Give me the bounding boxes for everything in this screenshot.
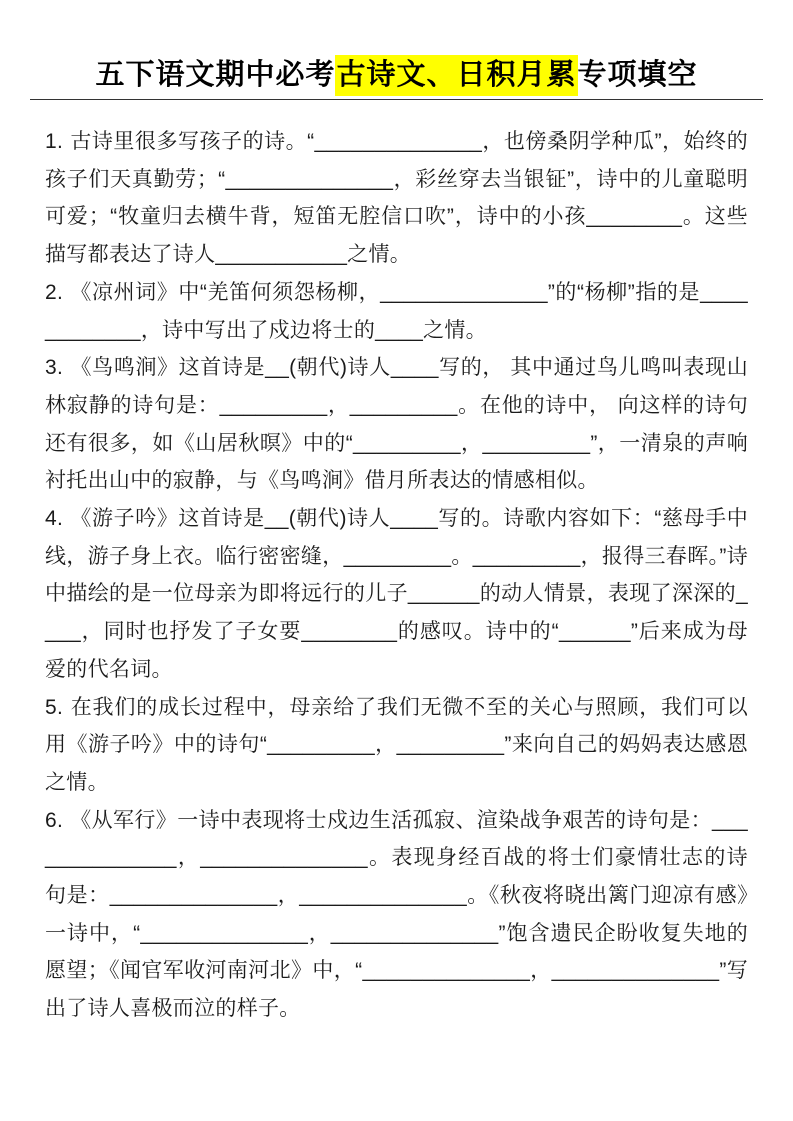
- question-5-text: 在我们的成长过程中，母亲给了我们无微不至的关心与照顾，我们可以用《游子吟》中的诗句“_________，_________”来向自己的妈妈表达感恩之情。: [45, 695, 748, 794]
- question-4-text: 《游子吟》这首诗是__(朝代)诗人____写的。诗歌内容如下：“慈母手中线，游子身上衣。临行密密缝，_________。_________，报得三春晖。”诗中描绘的是一位母亲为即将远行的儿子______的动人情景，表现了深深的____，同时也抒发了子女要________的感叹。诗中的“______”后来成为母爱的代名词。: [45, 507, 748, 681]
- question-1-number: 1.: [45, 130, 64, 153]
- question-6-number: 6.: [45, 808, 64, 832]
- question-1: [45, 123, 748, 274]
- question-2: [45, 274, 748, 349]
- question-3: [45, 349, 748, 500]
- questions-list: [45, 123, 748, 1028]
- title-highlight-text: 古诗文、日积月累: [335, 55, 577, 96]
- question-5: [45, 689, 748, 802]
- question-2-text: 《凉州词》中“羌笛何须怨杨柳，______________”的“杨柳”指的是____________，诗中写出了戍边将士的____之情。: [45, 280, 748, 342]
- question-6-text: 《从军行》一诗中表现将士戍边生活孤寂、渲染战争艰苦的诗句是：______________，______________。表现身经百战的将士们豪情壮志的诗句是：______________，______________。《秋夜将晓出篱门迎凉有感》一诗中，“______________，______________”饱含遗民企盼收复失地的愿望；《闻官军收河南河北》中，“______________，______________”写出了诗人喜极而泣的样子。: [45, 808, 748, 1021]
- question-4: [45, 500, 748, 689]
- title-pre-text: 五下语文期中必考: [95, 59, 336, 91]
- question-6: [45, 802, 748, 1028]
- question-4-number: 4.: [45, 507, 64, 531]
- question-2-number: 2.: [45, 280, 64, 304]
- question-5-number: 5.: [45, 695, 64, 719]
- title-post-text: 专项填空: [577, 59, 698, 91]
- question-3-text: 《鸟鸣涧》这首诗是__(朝代)诗人____写的， 其中通过鸟儿鸣叫表现山林寂静的诗句是：_________，_________。在他的诗中， 向这样的诗句还有很多，如《山居秋暝》中的“_________，_________”，一清泉的声响衬托出山中的寂静，与《鸟鸣涧》借月所表达的情感相似。: [45, 356, 748, 493]
- question-3-number: 3.: [45, 356, 64, 380]
- question-1-text: 古诗里很多写孩子的诗。“______________，也傍桑阴学种瓜”，始终的孩子们天真勤劳；“______________，彩丝穿去当银钲”，诗中的儿童聪明可爱；“牧童归去横牛背，短笛无腔信口吹”，诗中的小孩________。这些描写都表达了诗人___________之情。: [45, 130, 748, 267]
- title-divider: [30, 99, 763, 100]
- page-title: [45, 56, 748, 94]
